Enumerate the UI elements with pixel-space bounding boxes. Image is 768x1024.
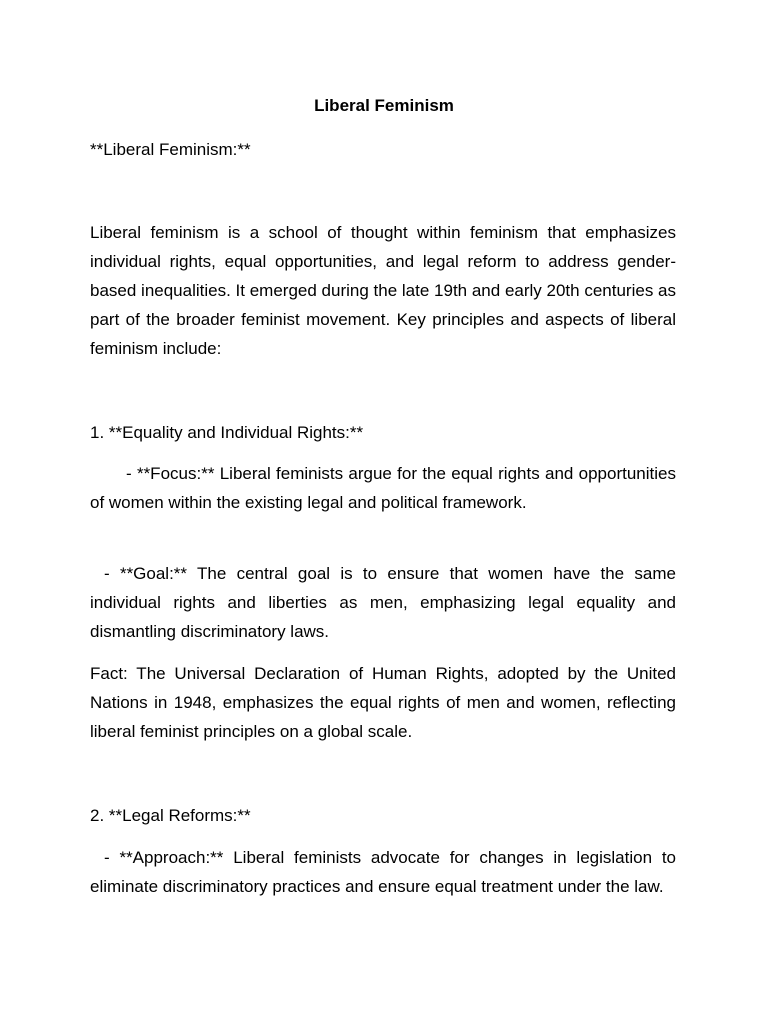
list-item-heading-equality: 1. **Equality and Individual Rights:** bbox=[90, 423, 364, 442]
section-heading: **Liberal Feminism:** bbox=[90, 140, 251, 159]
goal-paragraph: - **Goal:** The central goal is to ensure that women have the same individual rights and liberties as men, emphasizing legal equality and dismantling discriminatory laws. bbox=[90, 564, 676, 641]
fact-paragraph: Fact: The Universal Declaration of Human Rights, adopted by the United Nations in 1948, emphasizes the equal rights of men and women, reflecting liberal feminist principles on a global scale. bbox=[90, 664, 676, 741]
focus-paragraph: - **Focus:** Liberal feminists argue for the equal rights and opportunities of women within the existing legal and political framework. bbox=[90, 464, 676, 512]
intro-paragraph: Liberal feminism is a school of thought within feminism that emphasizes individual rights, equal opportunities, and legal reform to address gender-based inequalities. It emerged during the late 19th and early 20th centuries as part of the broader feminist movement. Key principles and aspects of liberal feminism include: bbox=[90, 223, 676, 358]
list-item-heading-legal-reforms: 2. **Legal Reforms:** bbox=[90, 806, 251, 825]
approach-paragraph: - **Approach:** Liberal feminists advocate for changes in legislation to eliminate discriminatory practices and ensure equal treatment under the law. bbox=[90, 848, 676, 896]
document-title: Liberal Feminism bbox=[314, 96, 454, 115]
